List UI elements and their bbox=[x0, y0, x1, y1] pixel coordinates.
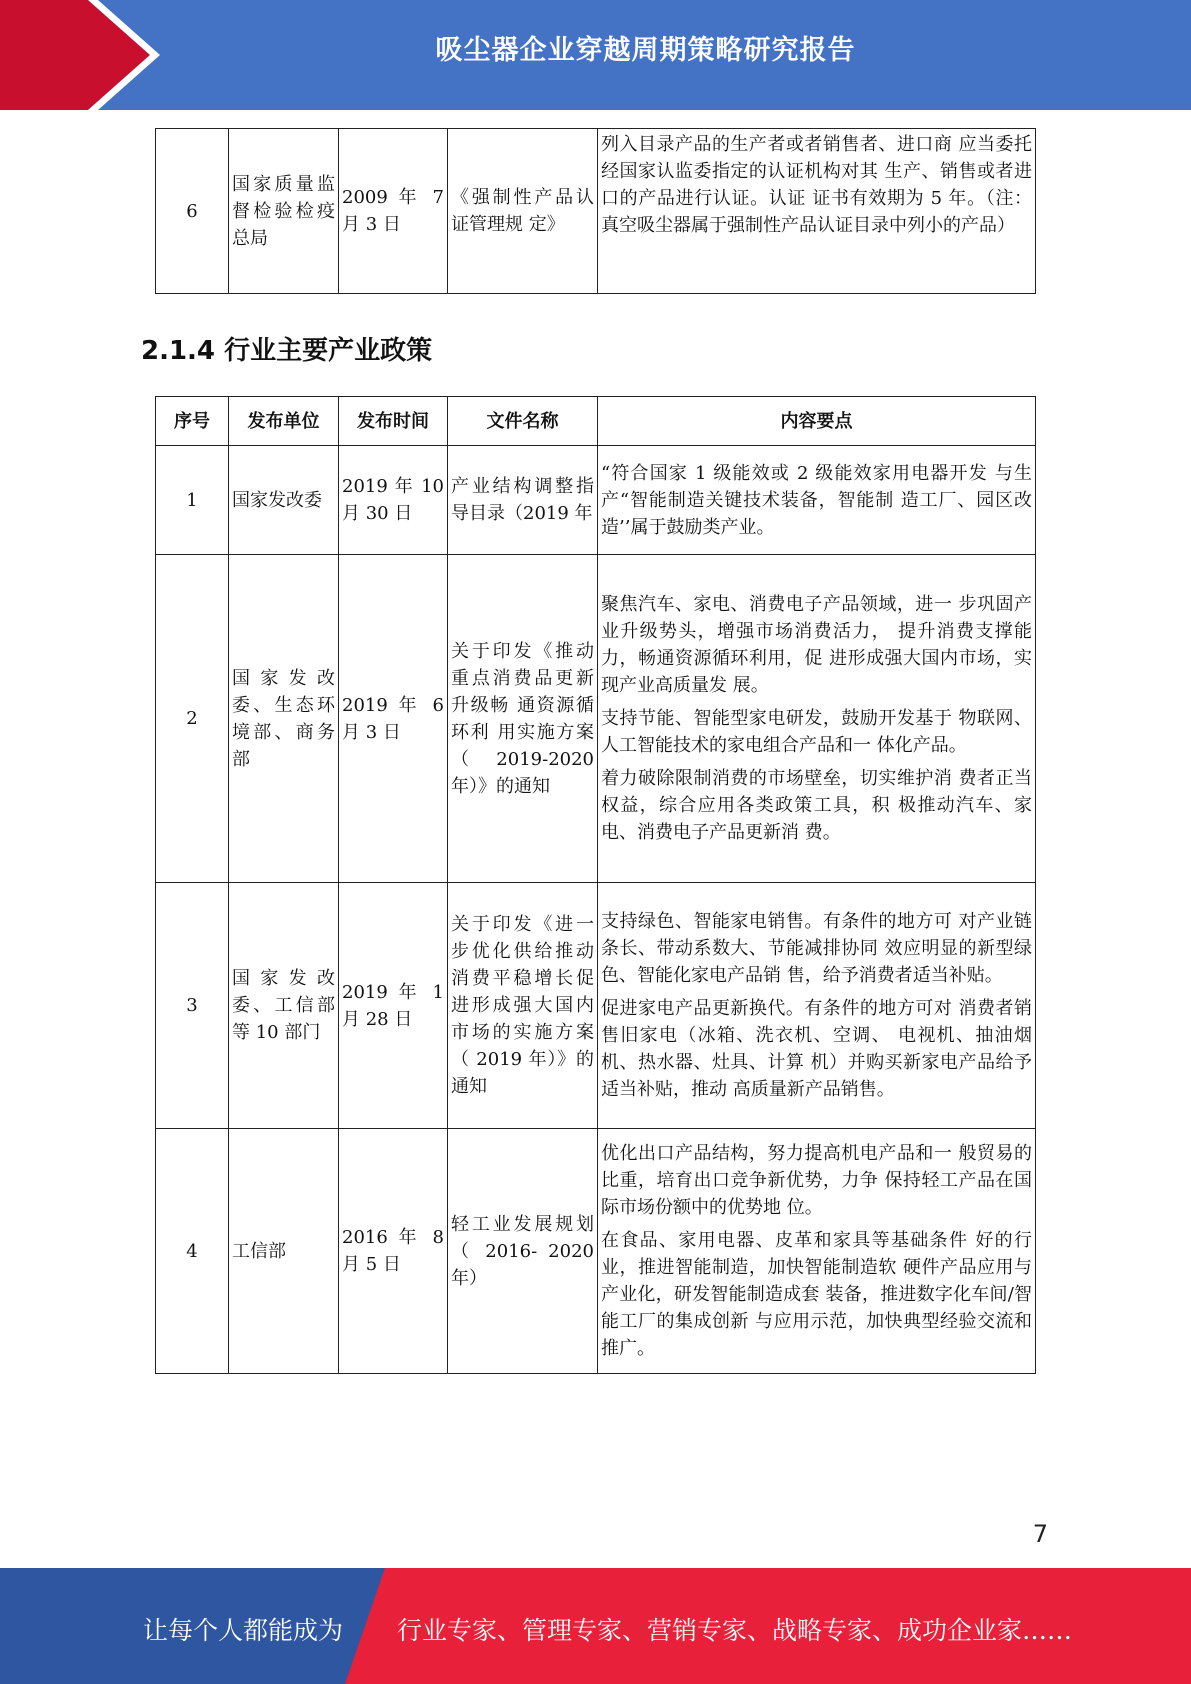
issuer-cell: 国家发改委、生态环境部、商务部 bbox=[229, 555, 339, 883]
column-header-document: 文件名称 bbox=[448, 397, 598, 446]
table-header-row bbox=[156, 397, 1036, 446]
column-header-issuer: 发布单位 bbox=[229, 397, 339, 446]
date-cell: 2019 年 10 月 30 日 bbox=[339, 446, 448, 555]
document-cell: 《强制性产品认证管理规 定》 bbox=[448, 129, 598, 294]
point-paragraph: 支持节能、智能型家电研发，鼓励开发基于 物联网、人工智能技术的家电组合产品和一 体化产品。 bbox=[601, 708, 1032, 756]
row-number: 1 bbox=[156, 446, 229, 555]
table-row bbox=[156, 1129, 1036, 1374]
row-number: 3 bbox=[156, 883, 229, 1129]
table-row bbox=[156, 883, 1036, 1129]
date-cell: 2019 年 6 月 3 日 bbox=[339, 555, 448, 883]
point-paragraph: 在食品、家用电器、皮革和家具等基础条件 好的行业，推进智能制造，加快智能制造软 硬件产品应用与产业化，研发智能制造成套 装备，推进数字化车间/智能工厂的集成创新 与应用示范，加快典型经验交流和推广。 bbox=[601, 1230, 1032, 1359]
page-footer bbox=[0, 1568, 1191, 1684]
point-paragraph: 支持绿色、智能家电销售。有条件的地方可 对产业链条长、带动系数大、节能减排协同 效应明显的新型绿色、智能化家电产品销 售，给予消费者适当补贴。 bbox=[601, 911, 1032, 986]
issuer-cell: 国家发改委 bbox=[229, 446, 339, 555]
points-cell: 列入目录产品的生产者或者销售者、进口商 应当委托经国家认监委指定的认证机构对其 生产、销售或者进口的产品进行认证。认证 证书有效期为 5 年。（注：真空吸尘器属于强制性产品认证目录中列小的产品） bbox=[598, 129, 1036, 294]
point-paragraph: “符合国家 1 级能效或 2 级能效家用电器开发 与生产“智能制造关键技术装备，智能制 造工厂、园区改造’’属于鼓励类产业。 bbox=[601, 462, 1032, 538]
issuer-cell: 工信部 bbox=[229, 1129, 339, 1374]
page-header bbox=[0, 0, 1191, 110]
row-number: 4 bbox=[156, 1129, 229, 1374]
footer-slogan-right: 行业专家、管理专家、营销专家、战略专家、成功企业家…… bbox=[397, 1616, 1073, 1645]
page-number: 7 bbox=[1032, 1520, 1048, 1548]
column-header-no: 序号 bbox=[156, 397, 229, 446]
document-cell: 轻工业发展规划（ 2016- 2020 年） bbox=[448, 1129, 598, 1374]
table-row bbox=[156, 129, 1036, 294]
policy-table-continued bbox=[155, 128, 1036, 294]
table-row bbox=[156, 555, 1036, 883]
point-paragraph: 优化出口产品结构，努力提高机电产品和一 般贸易的比重，培育出口竞争新优势，力争 保持轻工产品在国际市场份额中的优势地 位。 bbox=[601, 1143, 1032, 1218]
report-title: 吸尘器企业穿越周期策略研究报告 bbox=[435, 35, 856, 66]
date-cell: 2016 年 8 月 5 日 bbox=[339, 1129, 448, 1374]
column-header-points: 内容要点 bbox=[598, 397, 1036, 446]
point-paragraph: 着力破除限制消费的市场壁垒，切实维护消 费者正当权益，综合应用各类政策工具，积 极推动汽车、家电、消费电子产品更新消 费。 bbox=[601, 768, 1032, 843]
document-cell: 关于印发《进一步优化供给推动消费平稳增长促进形成强大国内市场的实施方案（ 2019 年）》的通知 bbox=[448, 883, 598, 1129]
point-paragraph: 促进家电产品更新换代。有条件的地方可对 消费者销售旧家电（冰箱、洗衣机、空调、 电视机、抽油烟机、热水器、灶具、计算 机）并购买新家电产品给予适当补贴，推动 高质量新产品销售。 bbox=[601, 998, 1032, 1100]
row-number: 6 bbox=[156, 129, 229, 294]
table-row bbox=[156, 446, 1036, 555]
issuer-cell: 国家质量监督检验检疫总局 bbox=[229, 129, 339, 294]
issuer-cell: 国家发改委、工信部等 10 部门 bbox=[229, 883, 339, 1129]
date-cell: 2019 年 1 月 28 日 bbox=[339, 883, 448, 1129]
point-paragraph: 聚焦汽车、家电、消费电子产品领域，进一 步巩固产业升级势头，增强市场消费活力， 提升消费支撑能力，畅通资源循环利用，促 进形成强大国内市场，实现产业高质量发 展。 bbox=[601, 594, 1032, 696]
column-header-date: 发布时间 bbox=[339, 397, 448, 446]
document-cell: 产业结构调整指导目录（2019 年 bbox=[448, 446, 598, 555]
points-cell bbox=[598, 446, 1036, 555]
row-number: 2 bbox=[156, 555, 229, 883]
points-cell bbox=[598, 883, 1036, 1129]
section-heading: 2.1.4 行业主要产业政策 bbox=[141, 336, 433, 366]
date-cell: 2009 年 7 月 3 日 bbox=[339, 129, 448, 294]
points-cell bbox=[598, 555, 1036, 883]
document-cell: 关于印发《推动重点消费品更新升级畅 通资源循环利 用实施方案（ 2019-2020 年）》的通知 bbox=[448, 555, 598, 883]
policy-table bbox=[155, 396, 1036, 1374]
footer-slogan-left: 让每个人都能成为 bbox=[143, 1616, 344, 1645]
points-cell bbox=[598, 1129, 1036, 1374]
